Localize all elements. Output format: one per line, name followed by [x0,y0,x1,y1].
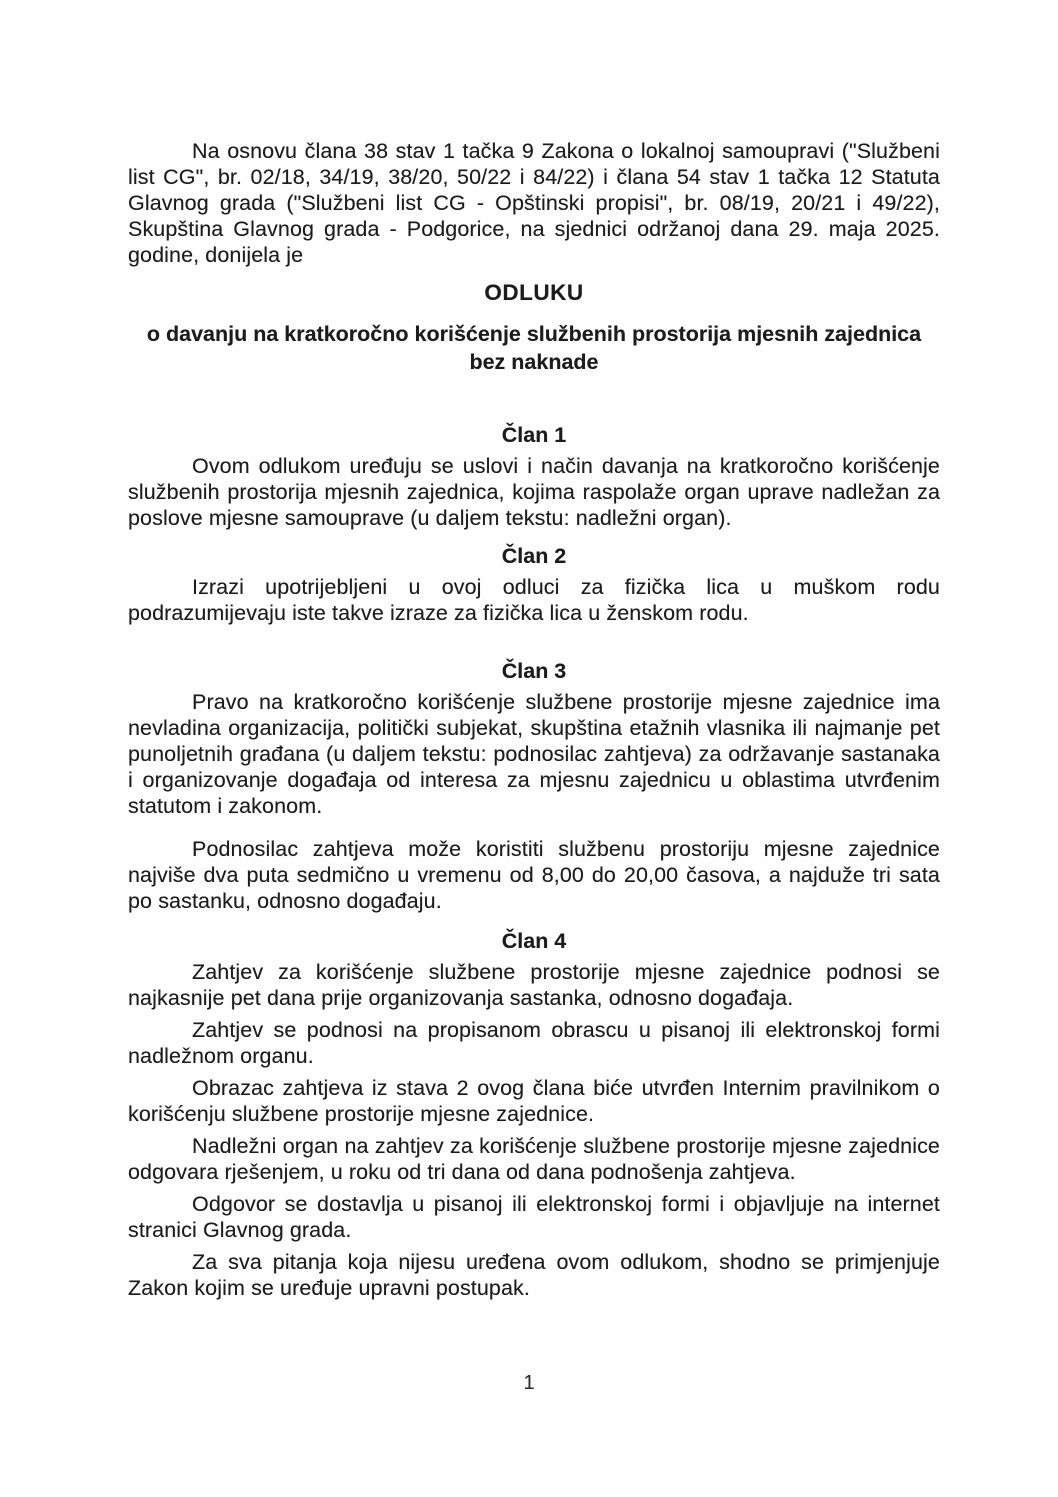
article-4-heading: Član 4 [501,929,567,953]
article-3-paragraph: Pravo na kratkoročno korišćenje službene prostorije mjesne zajednice ima nevladina organizacija, politički subjekat, skupština etažnih vlasnika ili najmanje pet punoljetnih građana (u daljem tekstu: podnosilac zahtjeva) za održavanje sastanaka i organizovanje događaja od interesa za mjesnu zajednicu u oblastima utvrđenim statutom i zakonom. [128,690,940,818]
subtitle-line: o davanju na kratkoročno korišćenje službenih prostorija mjesnih zajednica [146,322,922,346]
article-4-paragraph: Obrazac zahtjeva iz stava 2 ovog člana biće utvrđen Internim pravilnikom o korišćenju službene prostorije mjesne zajednice. [128,1076,940,1126]
article-2-heading: Član 2 [501,544,567,568]
intro-paragraph: Na osnovu člana 38 stav 1 tačka 9 Zakona o lokalnoj samoupravi ("Službeni list CG", br. 02/18, 34/19, 38/20, 50/22 i 84/22) i člana 54 stav 1 tačka 12 Statuta Glavnog grada ("Službeni list CG - Opštinski propisi", br. 08/19, 20/21 i 49/22), Skupština Glavnog grada - Podgorice, na sjednici održanoj dana 29. maja 2025. godine, donijela je [128,139,940,267]
article-3-heading: Član 3 [501,659,567,683]
article-1-heading: Član 1 [501,423,567,447]
decision-subtitle [128,320,940,376]
article-1-paragraph: Ovom odlukom uređuju se uslovi i način davanja na kratkoročno korišćenje službenih prostorija mjesnih zajednica, kojima raspolaže organ uprave nadležan za poslove mjesne samouprave (u daljem tekstu: nadležni organ). [128,454,940,530]
article-4-paragraph: Odgovor se dostavlja u pisanoj ili elektronskoj formi i objavljuje na internet stranici Glavnog grada. [128,1192,940,1242]
article-4-paragraph: Nadležni organ na zahtjev za korišćenje službene prostorije mjesne zajednice odgovara rješenjem, u roku od tri dana od dana podnošenja zahtjeva. [128,1134,940,1184]
page-number: 1 [523,1372,535,1394]
article-3-paragraph: Podnosilac zahtjeva može koristiti službenu prostoriju mjesne zajednice najviše dva puta sedmično u vremenu od 8,00 do 20,00 časova, a najduže tri sata po sastanku, odnosno događaju. [128,837,940,913]
article-4-paragraph: Zahtjev se podnosi na propisanom obrascu u pisanoj ili elektronskoj formi nadležnom organu. [128,1018,940,1068]
article-4-paragraph: Za sva pitanja koja nijesu uređena ovom odlukom, shodno se primjenjuje Zakon kojim se uređuje upravni postupak. [128,1250,940,1300]
article-4-paragraph: Zahtjev za korišćenje službene prostorije mjesne zajednice podnosi se najkasnije pet dana prije organizovanja sastanka, odnosno događaja. [128,960,940,1010]
article-2-paragraph: Izrazi upotrijebljeni u ovoj odluci za fizička lica u muškom rodu podrazumijevaju iste takve izraze za fizička lica u ženskom rodu. [128,575,940,625]
decision-title: ODLUKU [484,280,584,305]
subtitle-line: bez naknade [469,350,599,374]
